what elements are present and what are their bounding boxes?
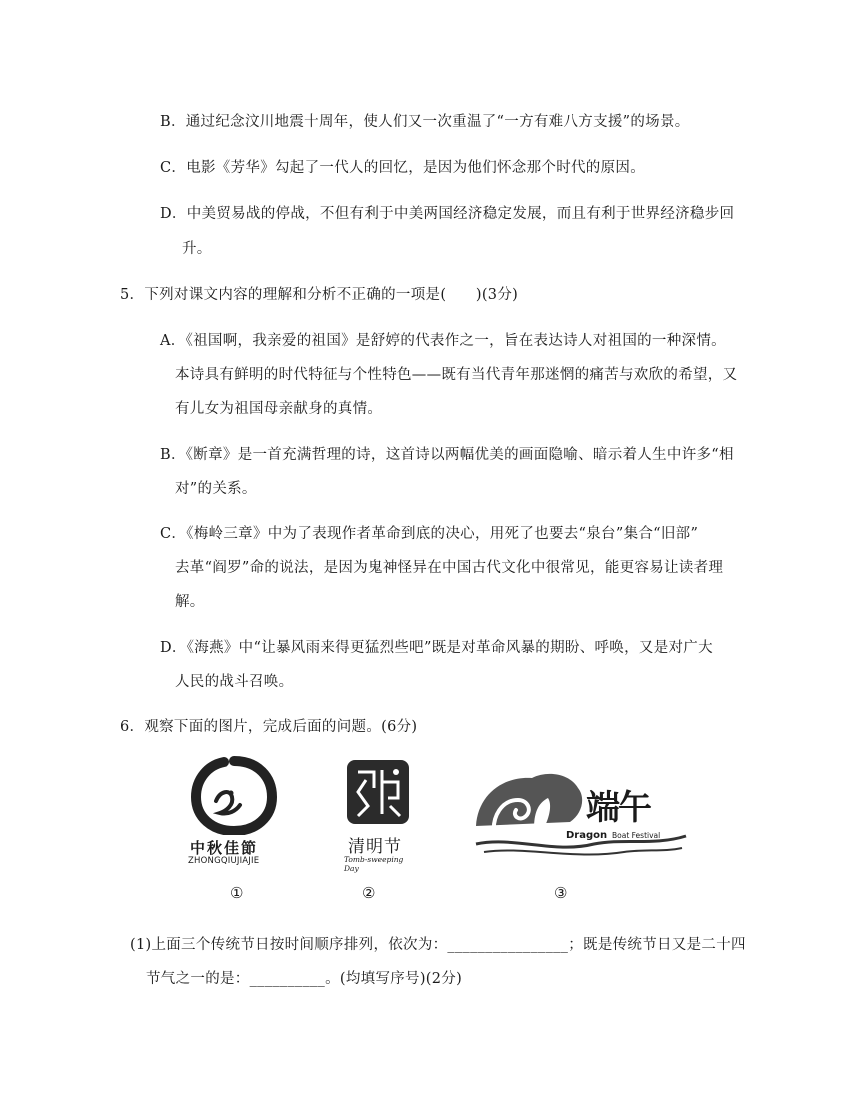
festival-logos bbox=[0, 750, 860, 920]
question-5-stem: 5．下列对课文内容的理解和分析不正确的一项是( )(3分) bbox=[120, 287, 519, 303]
dragon-boat-english-1: Dragon bbox=[566, 830, 608, 841]
option-4d-line1: D．中美贸易战的停战，不但有利于中美两国经济稳定发展，而且有利于世界经济稳步回 bbox=[160, 206, 735, 222]
dragon-icon bbox=[474, 764, 688, 860]
seal-icon bbox=[334, 758, 420, 830]
qingming-title: 清明节 bbox=[348, 837, 402, 857]
option-5b-line1: B．《断章》是一首充满哲理的诗，这首诗以两幅优美的画面隐喻、暗示着人生中许多“相 bbox=[160, 447, 734, 463]
option-5c-line1: C．《梅岭三章》中为了表现作者革命到底的决心，用死了也要去“泉台”集合“旧部” bbox=[160, 526, 699, 542]
dragon-boat-english-2: Boat Festival bbox=[612, 831, 661, 840]
ink-circle-icon bbox=[186, 755, 282, 835]
option-5c-line2: 去革“阎罗”命的说法，是因为鬼神怪异在中国古代文化中很常见，能更容易让读者理 bbox=[175, 560, 724, 576]
question-6-stem: 6．观察下面的图片，完成后面的问题。(6分) bbox=[120, 719, 418, 735]
mid-autumn-title: 中秋佳節 bbox=[190, 839, 259, 857]
option-4d-line2: 升。 bbox=[182, 241, 212, 257]
option-5a-line2: 本诗具有鲜明的时代特征与个性特色——既有当代青年那迷惘的痛苦与欢欣的希望，又 bbox=[175, 367, 738, 383]
option-5a-line3: 有儿女为祖国母亲献身的真情。 bbox=[175, 401, 383, 417]
question-6-sub1-line2: 节气之一的是：__________。(均填写序号)(2分) bbox=[146, 971, 463, 987]
option-5a-line1: A．《祖国啊，我亲爱的祖国》是舒婷的代表作之一，旨在表达诗人对祖国的一种深情。 bbox=[160, 333, 726, 349]
option-5c-line3: 解。 bbox=[175, 594, 205, 610]
mid-autumn-logo bbox=[186, 755, 282, 865]
option-5d-line2: 人民的战斗召唤。 bbox=[175, 674, 294, 690]
question-6-sub1-line1: (1)上面三个传统节日按时间顺序排列，依次为：________________；既是传统节日又是二十四 bbox=[130, 937, 746, 953]
qingming-logo bbox=[334, 758, 420, 873]
option-4b: B．通过纪念汶川地震十周年，使人们又一次重温了“一方有难八方支援”的场景。 bbox=[160, 114, 690, 130]
logo-label-3: ③ bbox=[554, 884, 568, 902]
option-5b-line2: 对”的关系。 bbox=[175, 481, 257, 497]
logo-label-1: ① bbox=[230, 884, 244, 902]
mid-autumn-pinyin: ZHONGQIUJIAJIE bbox=[188, 856, 260, 866]
dragon-boat-logo bbox=[474, 764, 688, 864]
qingming-english: Tomb-sweeping Day bbox=[344, 855, 404, 873]
logo-label-2: ② bbox=[362, 884, 376, 902]
option-5d-line1: D．《海燕》中“让暴风雨来得更猛烈些吧”既是对革命风暴的期盼、呼唤，又是对广大 bbox=[160, 640, 713, 656]
option-4c: C．电影《芳华》勾起了一代人的回忆，是因为他们怀念那个时代的原因。 bbox=[160, 160, 645, 176]
dragon-boat-title: 端午 bbox=[586, 788, 650, 828]
